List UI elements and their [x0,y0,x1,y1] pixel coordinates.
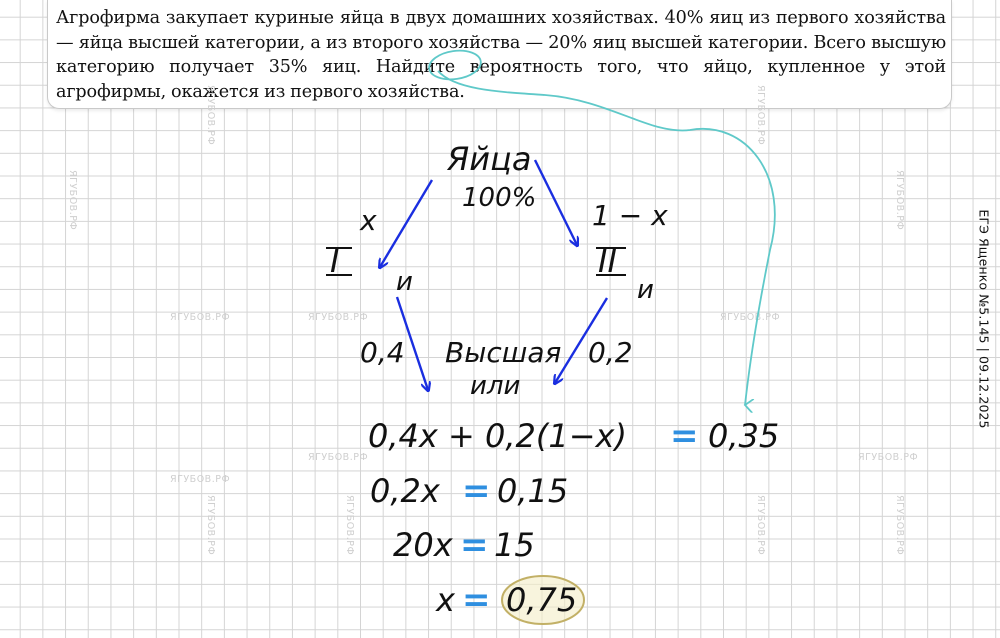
watermark: ЯГУБОВ.РФ [170,474,231,485]
equals-4: = [462,580,491,620]
root-word: Яйца [447,140,532,178]
watermark: ЯГУБОВ.РФ [720,312,781,323]
right-probability: 0,2 [588,336,633,369]
watermark: ЯГУБОВ.РФ [344,495,355,556]
equation-1-right: 0,35 [708,417,780,455]
highlighted-percent: 35% [268,57,308,78]
watermark: ЯГУБОВ.РФ [755,85,766,146]
arrow-right-top [535,160,577,245]
source-label: ЕГЭ Ященко №5.145 | 09.12.2025 [976,209,992,429]
problem-statement: Агрофирма закупает куриные яйца в двух домашних хозяйствах. 40% яиц из первого хозяйства — яйца высшей категории, а из второго хозяйства — 20% яиц высшей категории. Всего высшую категорию получает 35% яиц. Найдите вероятность того, что яйцо, купленное у этой агрофирмы, окажется из первого хозяйства. [56,8,946,102]
watermark: ЯГУБОВ.РФ [67,170,78,231]
watermark: ЯГУБОВ.РФ [894,495,905,556]
equation-4-left: x [436,581,455,619]
arrow-left-top [380,180,432,267]
left-probability: 0,4 [360,336,405,369]
left-branch-label: x [360,204,377,237]
watermark: ЯГУБОВ.РФ [205,85,216,146]
watermark: ЯГУБОВ.РФ [170,312,231,323]
equals-1: = [670,416,699,456]
watermark: ЯГУБОВ.РФ [858,452,919,463]
category-line-1: Высшая [445,336,562,369]
farm-2-label: II [598,242,617,280]
right-branch-label: 1 − x [592,199,668,232]
equals-3: = [460,525,489,565]
highlight-circle [427,48,482,83]
equals-2: = [462,471,491,511]
root-percent: 100% [462,183,537,213]
watermark: ЯГУБОВ.РФ [755,495,766,556]
equation-3-right: 15 [494,526,535,564]
answer-value: 0,75 [506,581,578,619]
equation-2-left: 0,2x [370,472,440,510]
equation-1-left: 0,4x + 0,2(1−x) [368,417,627,455]
watermark: ЯГУБОВ.РФ [308,452,369,463]
watermark: ЯГУБОВ.РФ [308,312,369,323]
conj-left: и [396,267,413,297]
equation-2-right: 0,15 [497,472,569,510]
equation-3-left: 20x [393,526,453,564]
conj-right: и [637,275,654,305]
watermark: ЯГУБОВ.РФ [205,495,216,556]
farm-1-label: I [330,242,340,280]
watermark: ЯГУБОВ.РФ [894,170,905,231]
category-line-2: или [470,371,521,401]
